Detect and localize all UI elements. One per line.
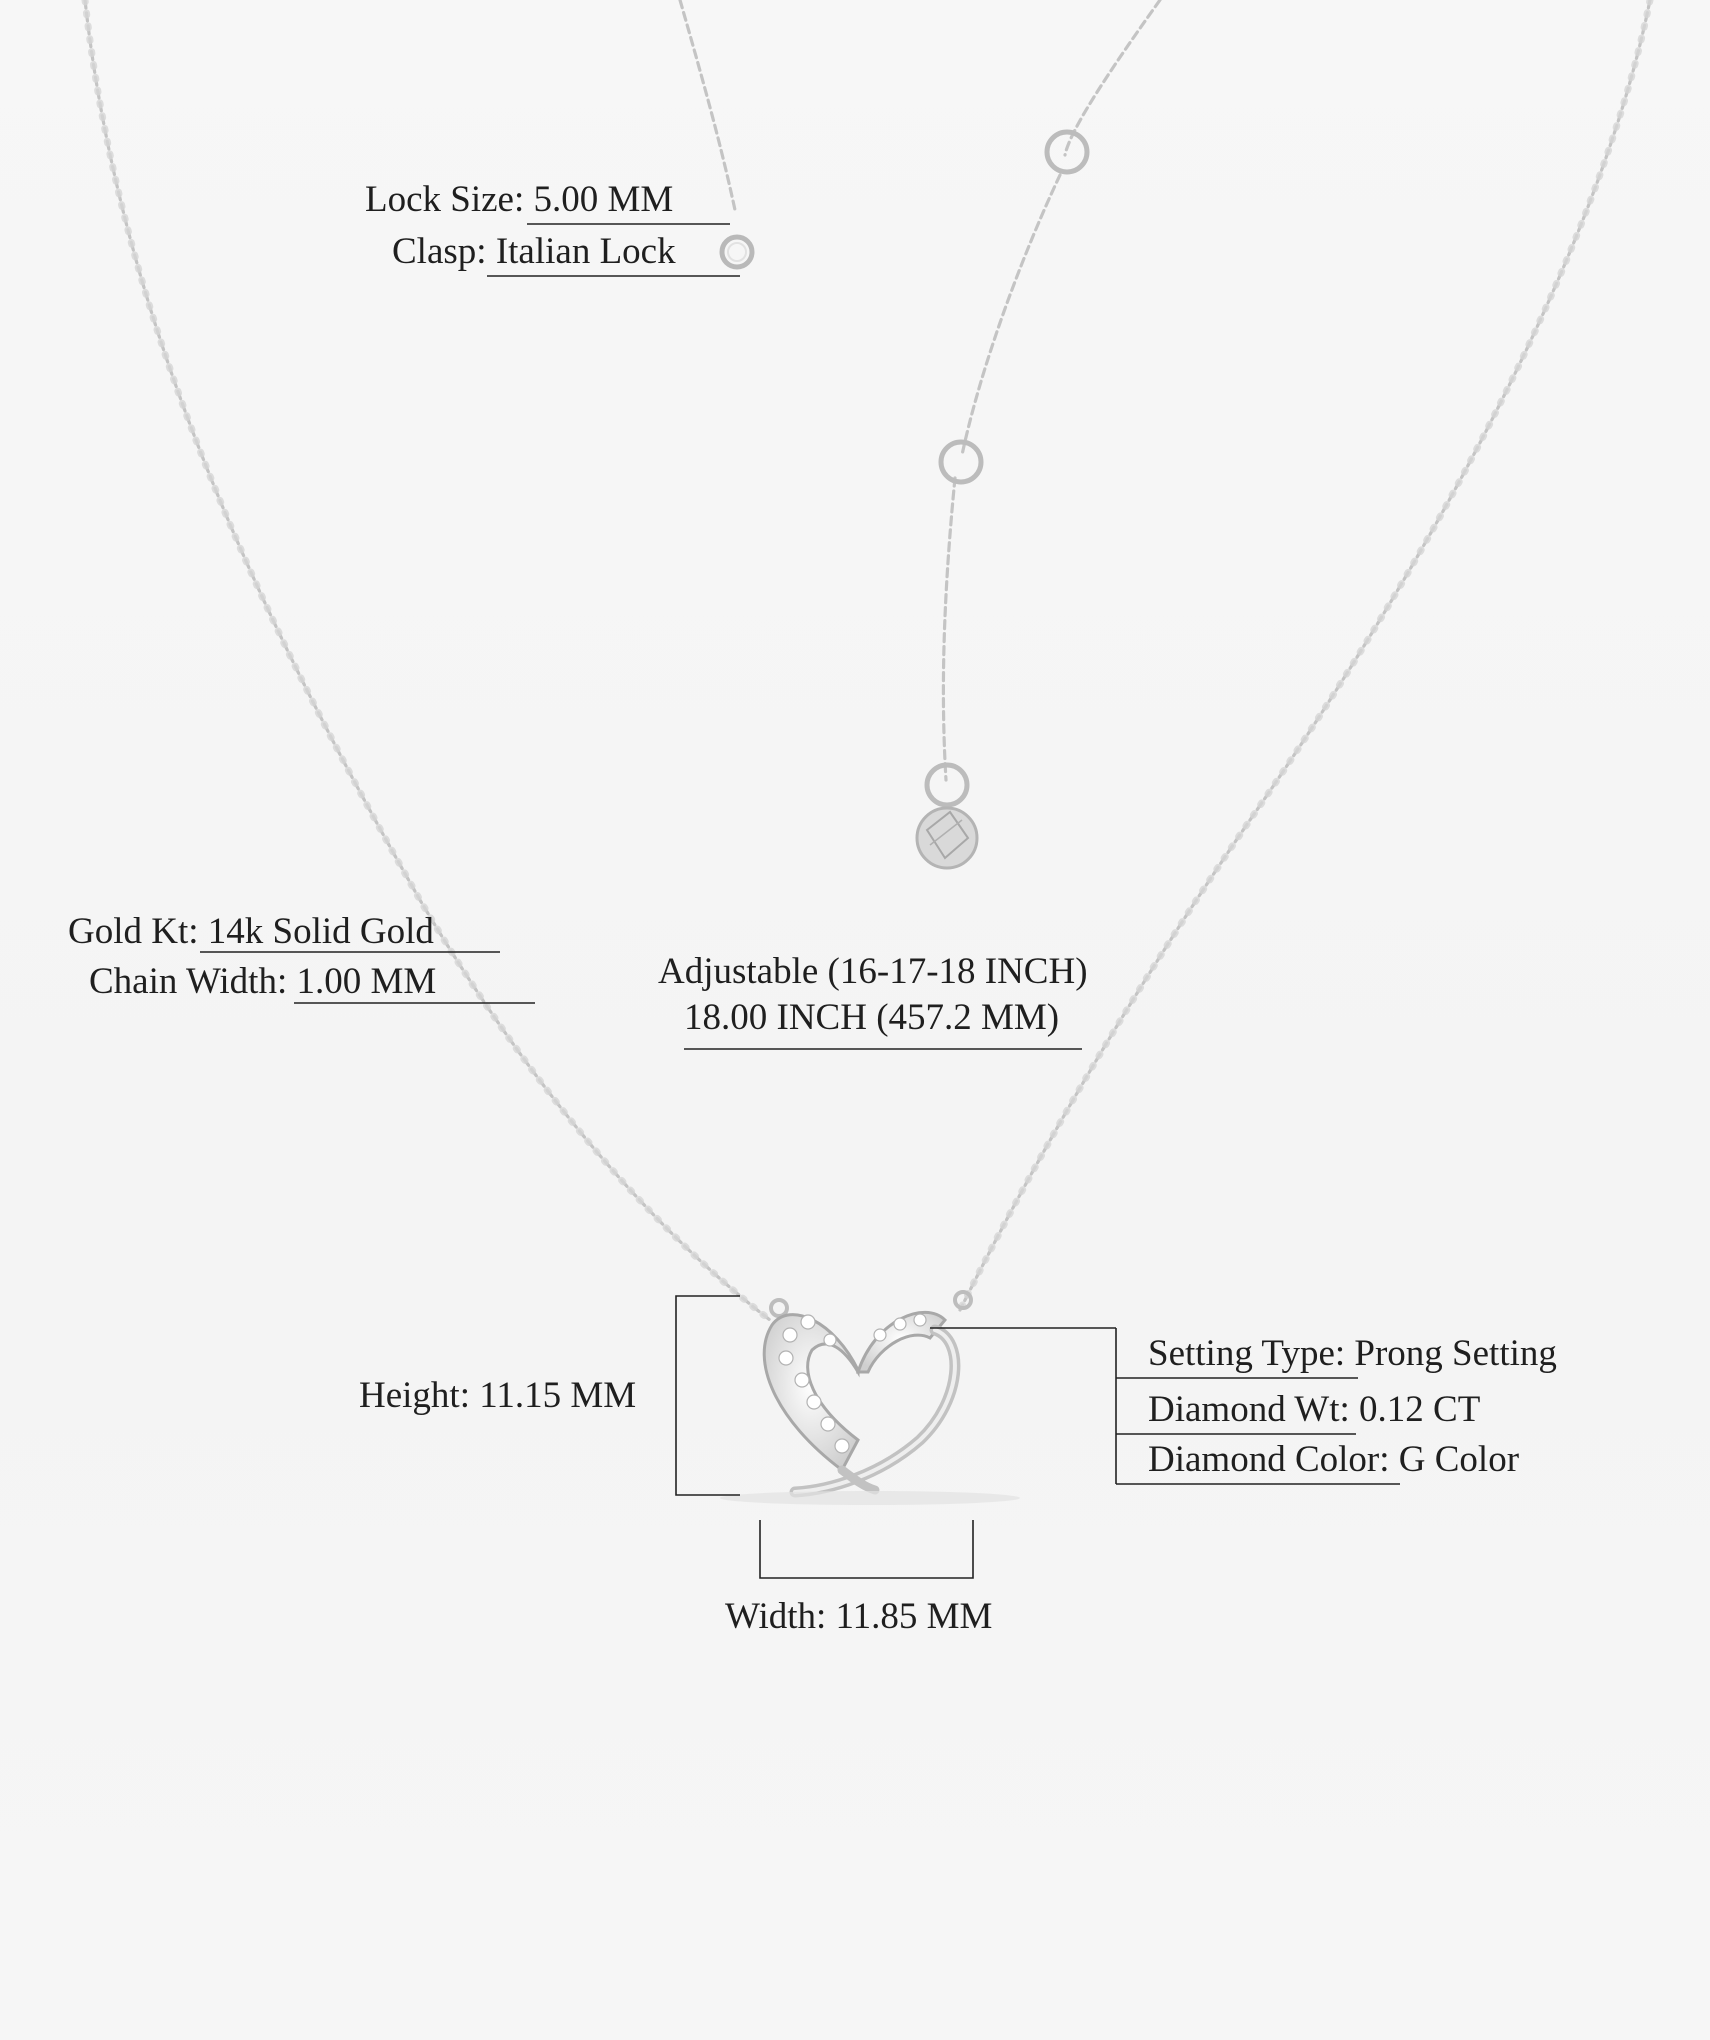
width-label: Width: 11.85 MM bbox=[725, 1596, 993, 1637]
diamond-color-label bbox=[1148, 1438, 1519, 1482]
diamond-color-value: G Color bbox=[1389, 1439, 1520, 1480]
clasp-key: Clasp: bbox=[392, 231, 487, 272]
diamond-wt-label bbox=[1148, 1388, 1480, 1432]
lock-size-value: 5.00 MM bbox=[524, 179, 674, 220]
chain-width-value: 1.00 MM bbox=[287, 961, 437, 1002]
tag-charm bbox=[917, 808, 977, 868]
diamond-color-key: Diamond Color: bbox=[1148, 1439, 1390, 1480]
diamond-wt-value: 0.12 CT bbox=[1349, 1389, 1481, 1430]
clasp-value: Italian Lock bbox=[486, 231, 676, 272]
adjustable-length-label: Adjustable (16-17-18 INCH) bbox=[658, 951, 1088, 992]
chain-width-key: Chain Width: bbox=[89, 961, 288, 1002]
diamond-wt-key: Diamond Wt: bbox=[1148, 1389, 1350, 1430]
chain-extender-strand bbox=[1065, 0, 1160, 155]
heart-pendant bbox=[720, 1292, 1020, 1505]
chain bbox=[85, 0, 1650, 1320]
setting-type-key: Setting Type: bbox=[1148, 1333, 1346, 1374]
chain-width-label bbox=[89, 960, 436, 1004]
gold-kt-value: 14k Solid Gold bbox=[198, 911, 434, 952]
gold-kt-key: Gold Kt: bbox=[68, 911, 199, 952]
setting-type-value: Prong Setting bbox=[1345, 1333, 1557, 1374]
chain-clasp-strand bbox=[680, 0, 735, 210]
setting-type-label bbox=[1148, 1332, 1557, 1376]
clasp-ring bbox=[722, 237, 752, 267]
gold-kt-label bbox=[68, 910, 434, 954]
height-label: Height: 11.15 MM bbox=[359, 1375, 637, 1416]
lock-size-label bbox=[365, 178, 673, 222]
extender-rings bbox=[927, 132, 1087, 805]
clasp-label bbox=[392, 230, 676, 274]
lock-size-key: Lock Size: bbox=[365, 179, 525, 220]
chain-length-label: 18.00 INCH (457.2 MM) bbox=[684, 997, 1060, 1038]
